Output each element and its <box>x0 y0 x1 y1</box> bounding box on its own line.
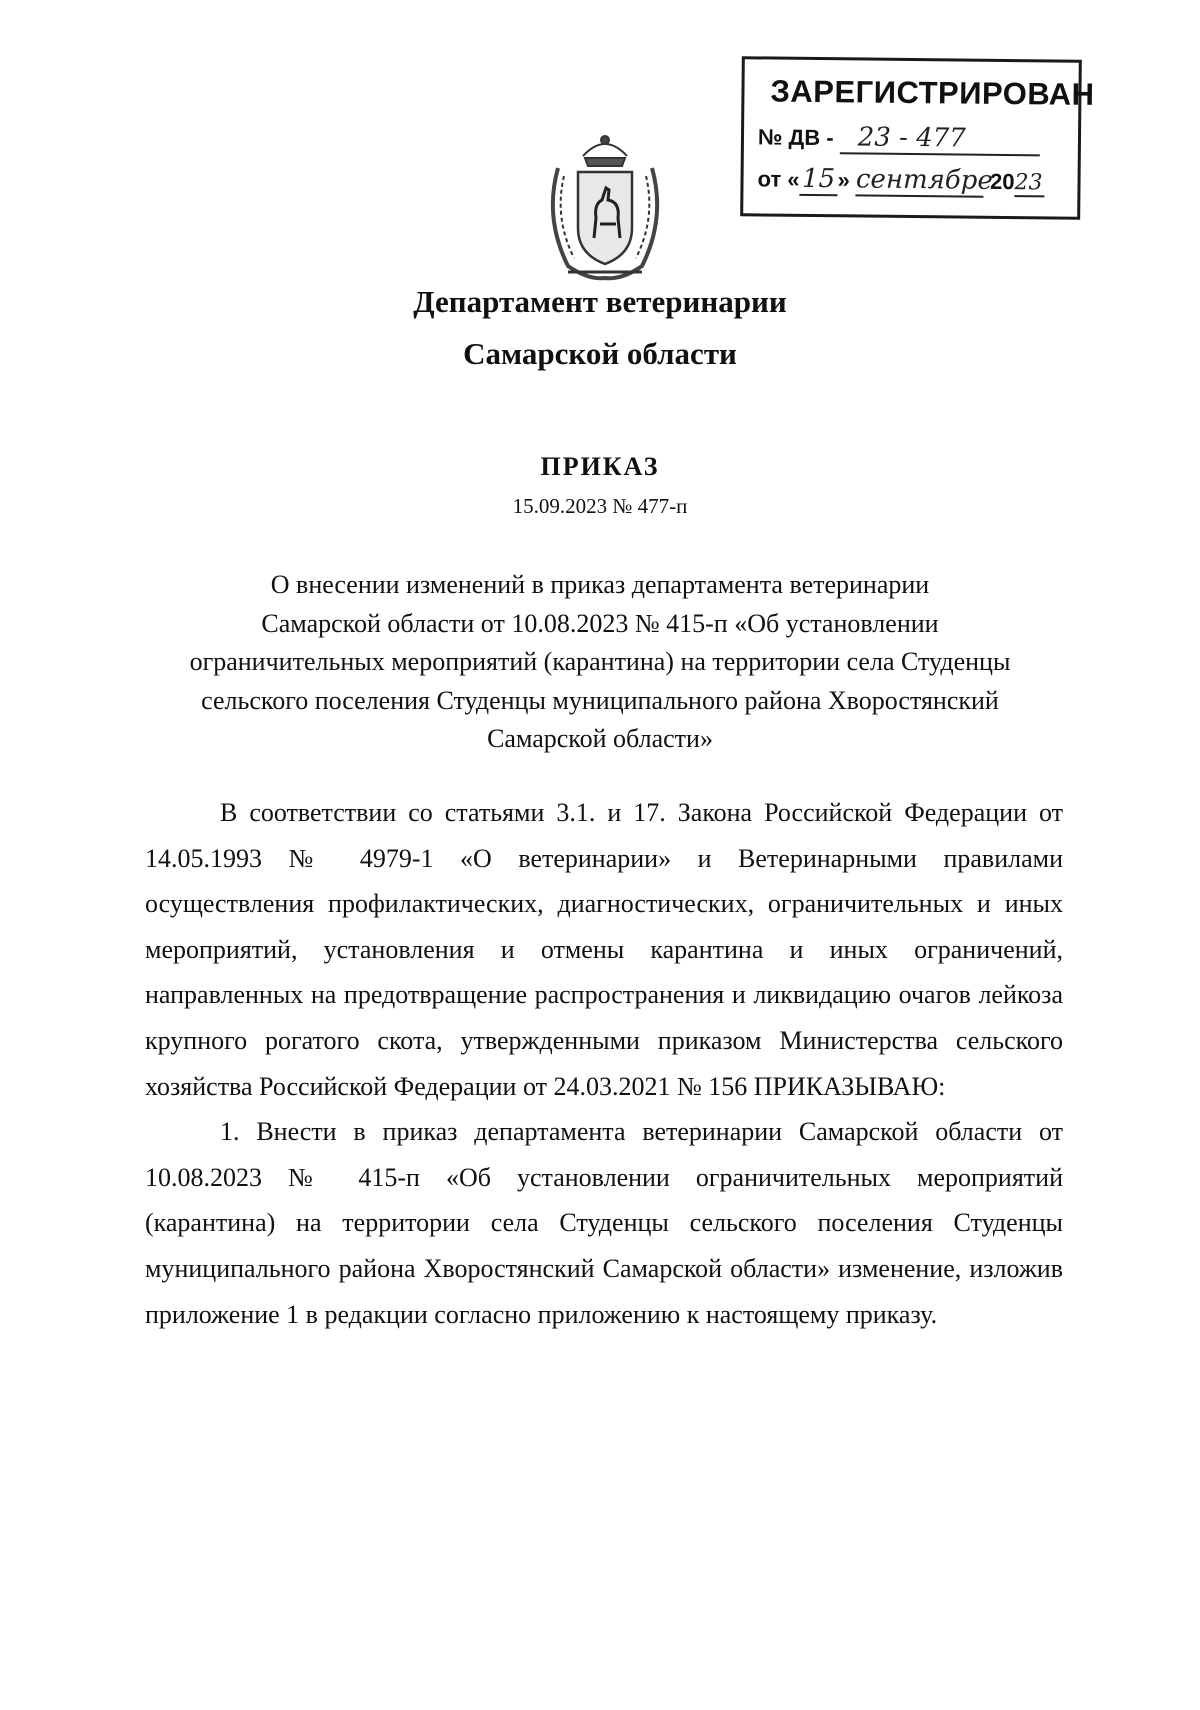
stamp-number-line <box>840 122 1040 156</box>
stamp-number-prefix: № ДВ - <box>757 124 834 151</box>
order-item-1: 1. Внести в приказ департамента ветеринарии Самарской области от 10.08.2023 № 415-п «Об установлении ограничительных мероприятий (карантина) на территории села Студенцы сельского поселения Студенцы муниципального района Хворостянский Самарской области» изменение, изложив приложение 1 в редакции согласно приложению к настоящему приказу. <box>145 1117 1063 1329</box>
document-subject <box>140 566 1060 759</box>
stamp-year-prefix: 20 <box>989 168 1015 195</box>
stamp-date-row <box>757 163 1044 198</box>
subject-line: Самарской области от 10.08.2023 № 415-п «Об установлении <box>261 608 939 638</box>
stamp-year-line <box>1014 169 1044 197</box>
stamp-number-row <box>758 121 1040 156</box>
stamp-date-sep: » <box>837 167 850 193</box>
stamp-year-suffix: 23 <box>1014 170 1043 196</box>
preamble-paragraph: В соответствии со статьями 3.1. и 17. Закона Российской Федерации от 14.05.1993 № 4979-1 «О ветеринарии» и Ветеринарными правилами осуществления профилактических, диагностических, ограничительных и иных мероприятий, установления и отмены карантина и иных ограничений, направленных на предотвращение распространения и ликвидацию очагов лейкоза крупного рогатого скота, утвержденными приказом Министерства сельского хозяйства Российской Федерации от 24.03.2021 № 156 ПРИКАЗЫВАЮ: <box>145 798 1063 1101</box>
samara-coat-of-arms-icon <box>538 128 672 288</box>
subject-line: ограничительных мероприятий (карантина) на территории села Студенцы <box>189 647 1011 676</box>
document-date-number: 15.09.2023 № 477-п <box>512 494 688 518</box>
stamp-month-line <box>855 164 993 197</box>
subject-line: О внесении изменений в приказ департамента ветеринарии <box>270 570 930 599</box>
stamp-date-prefix: от « <box>757 166 800 192</box>
subject-line: сельского поселения Студенцы муниципального района Хворостянский <box>201 685 999 715</box>
stamp-day-line <box>799 164 837 196</box>
registration-stamp <box>740 56 1095 220</box>
stamp-number-value: 23 - 477 <box>857 122 966 154</box>
org-name-line2: Самарской области <box>463 336 737 371</box>
org-name-line1: Департамент ветеринарии <box>413 284 787 319</box>
document-body <box>145 790 1063 1337</box>
subject-line: Самарской области» <box>487 724 713 753</box>
document-type: ПРИКАЗ <box>540 452 660 481</box>
stamp-date-day: 15 <box>801 163 836 195</box>
stamp-date-month: сентябре <box>855 164 993 196</box>
stamp-title: ЗАРЕГИСТРИРОВАН <box>770 73 1095 112</box>
